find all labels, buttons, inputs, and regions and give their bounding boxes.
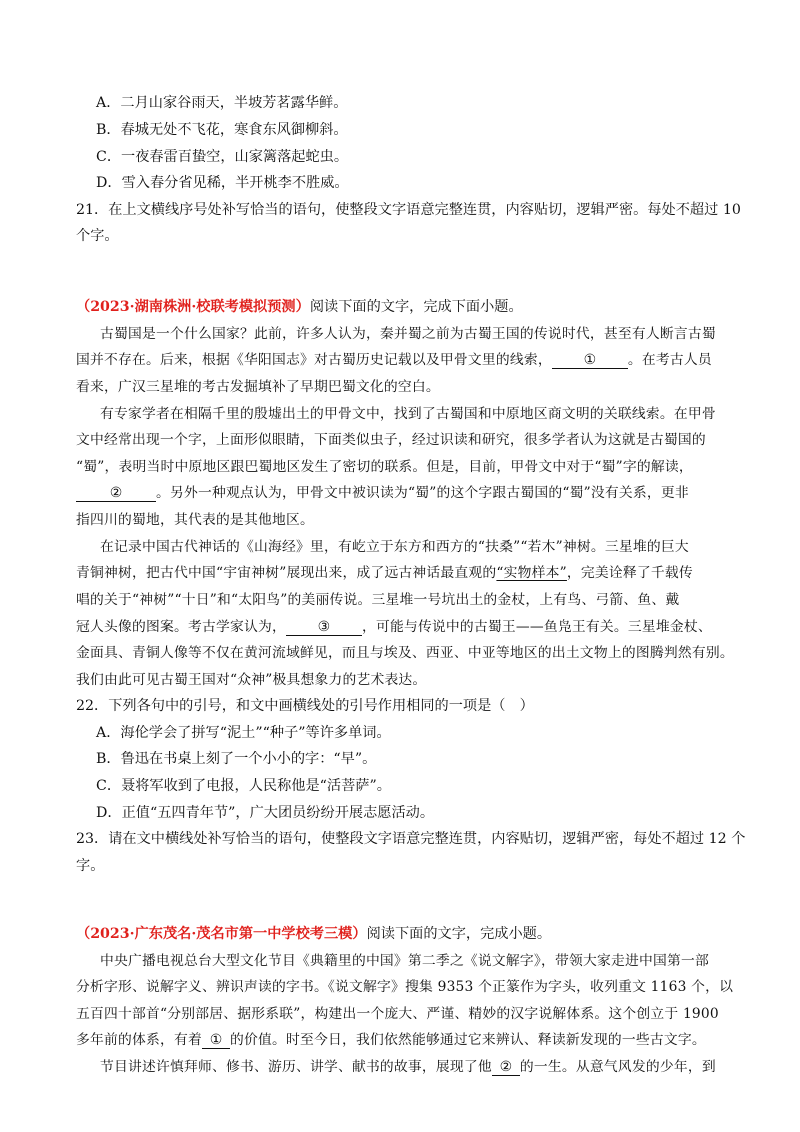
q20-option-a: A．二月山家谷雨天，半坡芳茗露华鲜。 xyxy=(96,95,348,111)
q22-option-b: B．鲁迅在书桌上刻了一个小小的字：“早”。 xyxy=(96,751,377,767)
passage-2-p3-line5: 金面具、青铜人像等不仅在黄河流域鲜见，而且与埃及、西亚、中亚等地区的出土文物上的图腾判然有别。 xyxy=(76,645,734,661)
passage-2-text: 。另外一种观点认为，甲骨文中被识读为“蜀”的这个字跟古蜀国的“蜀”没有关系，更非 xyxy=(156,485,689,501)
passage-2-p3-line6: 我们由此可见古蜀王国对“众神”极具想象力的艺术表达。 xyxy=(76,672,427,688)
section-3-header xyxy=(76,924,551,944)
passage-2-p1-line1: 古蜀国是一个什么国家？此前，许多人认为，秦并蜀之前为古蜀王国的传说时代，甚至有人断言古蜀 xyxy=(100,326,716,342)
q23-stem-line1: 23．请在文中横线处补写恰当的语句，使整段文字语意完整连贯，内容贴切，逻辑严密，每处不超过 12 个 xyxy=(76,831,746,847)
underlined-quote: “实物样本” xyxy=(496,565,567,581)
passage-3-p1-line1: 中央广播电视总台大型文化节目《典籍里的中国》第二季之《说文解字》，带领大家走进中国第一部 xyxy=(100,953,709,969)
q20-option-d: D．雪入春分省见稀，半开桃李不胜威。 xyxy=(96,175,349,191)
section-2-header xyxy=(76,297,523,317)
blank-3-2: ② xyxy=(492,1059,520,1076)
passage-2-p3-line4 xyxy=(76,617,712,637)
passage-2-text: ，可能与传说中的古蜀王——鱼凫王有关。三星堆金杖、 xyxy=(361,619,712,635)
passage-3-p1-line2: 分析字形、说解字义、辨识声读的字书。《说文解字》搜集 9353 个正篆作为字头，收列重文 1163 个，以 xyxy=(76,979,734,995)
passage-3-text: 的一生。从意气风发的少年，到 xyxy=(519,1059,716,1075)
passage-2-text: 国并不存在。后来，根据《华阳国志》对古蜀历史记载以及甲骨文里的线索， xyxy=(76,352,552,368)
passage-2-text: 。在考古人员 xyxy=(627,352,712,368)
passage-2-text: 青铜神树，把古代中国“宇宙神树”展现出来，成了远古神话最直观的 xyxy=(76,565,497,581)
passage-2-p2-line3: “蜀”，表明当时中原地区跟巴蜀地区发生了密切的联系。但是，目前，甲骨文中对于“蜀”字的解读， xyxy=(76,459,693,475)
blank-2: ② xyxy=(76,485,156,502)
section-2-source: （2023·湖南株洲·校联考模拟预测） xyxy=(76,299,310,315)
blank-3-1: ① xyxy=(202,1032,230,1049)
q22-option-d: D．正值“五四青年节”，广大团员纷纷开展志愿活动。 xyxy=(96,805,435,821)
passage-2-p3-line2 xyxy=(76,563,693,583)
passage-2-p3-line3: 唱的关于“神树”“十日”和“太阳鸟”的美丽传说。三星堆一号坑出土的金杖，上有鸟、弓箭、鱼、戴 xyxy=(76,592,680,608)
section-2-instruction: 阅读下面的文字，完成下面小题。 xyxy=(309,299,523,315)
passage-2-p1-line3: 看来，广汉三星堆的考古发掘填补了早期巴蜀文化的空白。 xyxy=(76,379,440,395)
q22-option-c: C．聂将军收到了电报，人民称他是“活菩萨”。 xyxy=(96,778,391,794)
passage-2-p2-line4 xyxy=(76,483,689,503)
q22-option-a: A．海伦学会了拼写“泥土”“种子”等许多单词。 xyxy=(96,725,391,741)
passage-2-p3-line1: 在记录中国古代神话的《山海经》里，有屹立于东方和西方的“扶桑”“若木”神树。三星堆的巨大 xyxy=(100,539,689,555)
q22-stem: 22．下列各句中的引号，和文中画横线处的引号作用相同的一项是（ ） xyxy=(76,698,534,714)
passage-3-text: 的价值。时至今日，我们依然能够通过它来辨认、释读新发现的一些古文字。 xyxy=(229,1032,706,1048)
blank-1: ① xyxy=(552,352,628,369)
section-3-source: （2023·广东茂名·茂名市第一中学校考三模） xyxy=(76,926,367,942)
section-3-instruction: 阅读下面的文字，完成小题。 xyxy=(366,926,552,942)
passage-3-text: 多年前的体系，有着 xyxy=(76,1032,202,1048)
passage-2-p2-line1: 有专家学者在相隔千里的殷墟出土的甲骨文中，找到了古蜀国和中原地区商文明的关联线索。在甲骨 xyxy=(100,406,716,422)
passage-2-p1-line2 xyxy=(76,350,712,370)
q21-stem-line1: 21．在上文横线序号处补写恰当的语句，使整段文字语意完整连贯，内容贴切，逻辑严密。每处不超过 10 xyxy=(76,202,741,218)
passage-2-p2-line5: 指四川的蜀地，其代表的是其他地区。 xyxy=(76,512,314,528)
passage-3-p1-line3: 五百四十部首“分别部居、据形系联”，构建出一个庞大、严谨、精妙的汉字说解体系。这个创立于 1900 xyxy=(76,1006,719,1022)
q21-stem-line2: 个字。 xyxy=(76,228,119,244)
passage-2-text: ，完美诠释了千载传 xyxy=(566,565,693,581)
passage-2-text: 冠人头像的图案。考古学家认为， xyxy=(76,619,286,635)
q20-option-b: B．春城无处不飞花，寒食东风御柳斜。 xyxy=(96,122,348,138)
passage-2-p2-line2: 文中经常出现一个字，上面形似眼睛，下面类似虫子，经过识读和研究，很多学者认为这就是古蜀国的 xyxy=(76,432,706,448)
passage-3-p2-line1 xyxy=(100,1057,716,1077)
passage-3-p1-line4 xyxy=(76,1030,706,1050)
q23-stem-line2: 字。 xyxy=(76,858,105,874)
blank-3: ③ xyxy=(286,619,362,636)
passage-3-text: 节目讲述许慎拜师、修书、游历、讲学、献书的故事，展现了他 xyxy=(100,1059,492,1075)
q20-option-c: C．一夜春雷百蛰空，山家篱落起蛇虫。 xyxy=(96,149,349,165)
